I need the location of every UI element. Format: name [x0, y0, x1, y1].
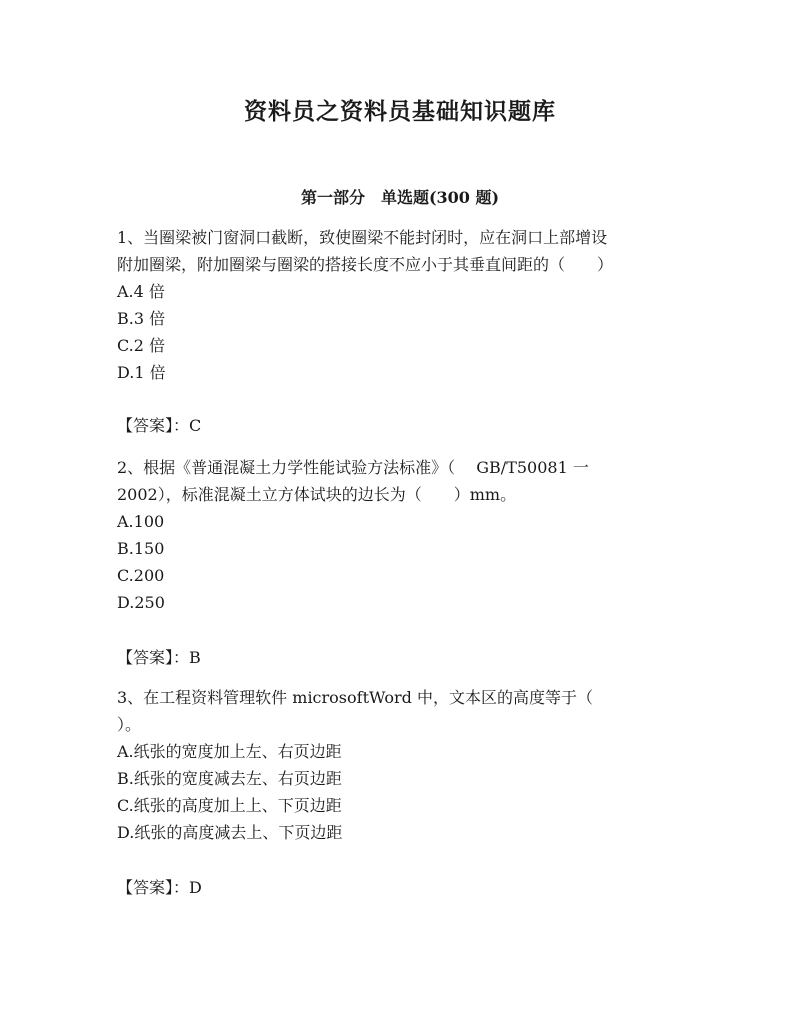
question-2-line-1: 2、根据《普通混凝土力学性能试验方法标准》（ GB/T50081 一: [117, 458, 589, 477]
question-2-line-2: 2002），标准混凝土立方体试块的边长为（ ）mm。: [117, 485, 517, 504]
question-3-option-a: A.纸张的宽度加上左、右页边距: [117, 742, 342, 761]
question-1-line-2: 附加圈梁，附加圈梁与圈梁的搭接长度不应小于其垂直间距的（ ）: [117, 255, 614, 274]
question-1: [117, 224, 687, 386]
document-title: 资料员之资料员基础知识题库: [244, 98, 556, 125]
question-3-line-2: ）。: [117, 715, 142, 734]
question-2: [117, 454, 687, 616]
question-1-answer: 【答案】：C: [117, 416, 202, 435]
question-1-option-d: D.1 倍: [117, 363, 166, 382]
question-1-option-a: A.4 倍: [117, 282, 165, 301]
question-2-option-c: C.200: [117, 566, 165, 585]
question-3-option-b: B.纸张的宽度减去左、右页边距: [117, 769, 342, 788]
question-3-answer: 【答案】：D: [117, 878, 202, 897]
question-2-option-b: B.150: [117, 539, 165, 558]
question-1-option-b: B.3 倍: [117, 309, 166, 328]
question-2-answer: 【答案】：B: [117, 648, 201, 667]
question-2-option-d: D.250: [117, 593, 165, 612]
question-3-option-d: D.纸张的高度减去上、下页边距: [117, 823, 343, 842]
question-1-option-c: C.2 倍: [117, 336, 166, 355]
question-3-option-c: C.纸张的高度加上上、下页边距: [117, 796, 342, 815]
question-2-option-a: A.100: [117, 512, 165, 531]
question-3-line-1: 3、在工程资料管理软件 microsoftWord 中，文本区的高度等于（: [117, 688, 593, 707]
question-1-line-1: 1、当圈梁被门窗洞口截断，致使圈梁不能封闭时，应在洞口上部增设: [117, 228, 608, 247]
section-heading: 第一部分 单选题(300 题): [300, 188, 500, 207]
question-3: [117, 684, 687, 846]
